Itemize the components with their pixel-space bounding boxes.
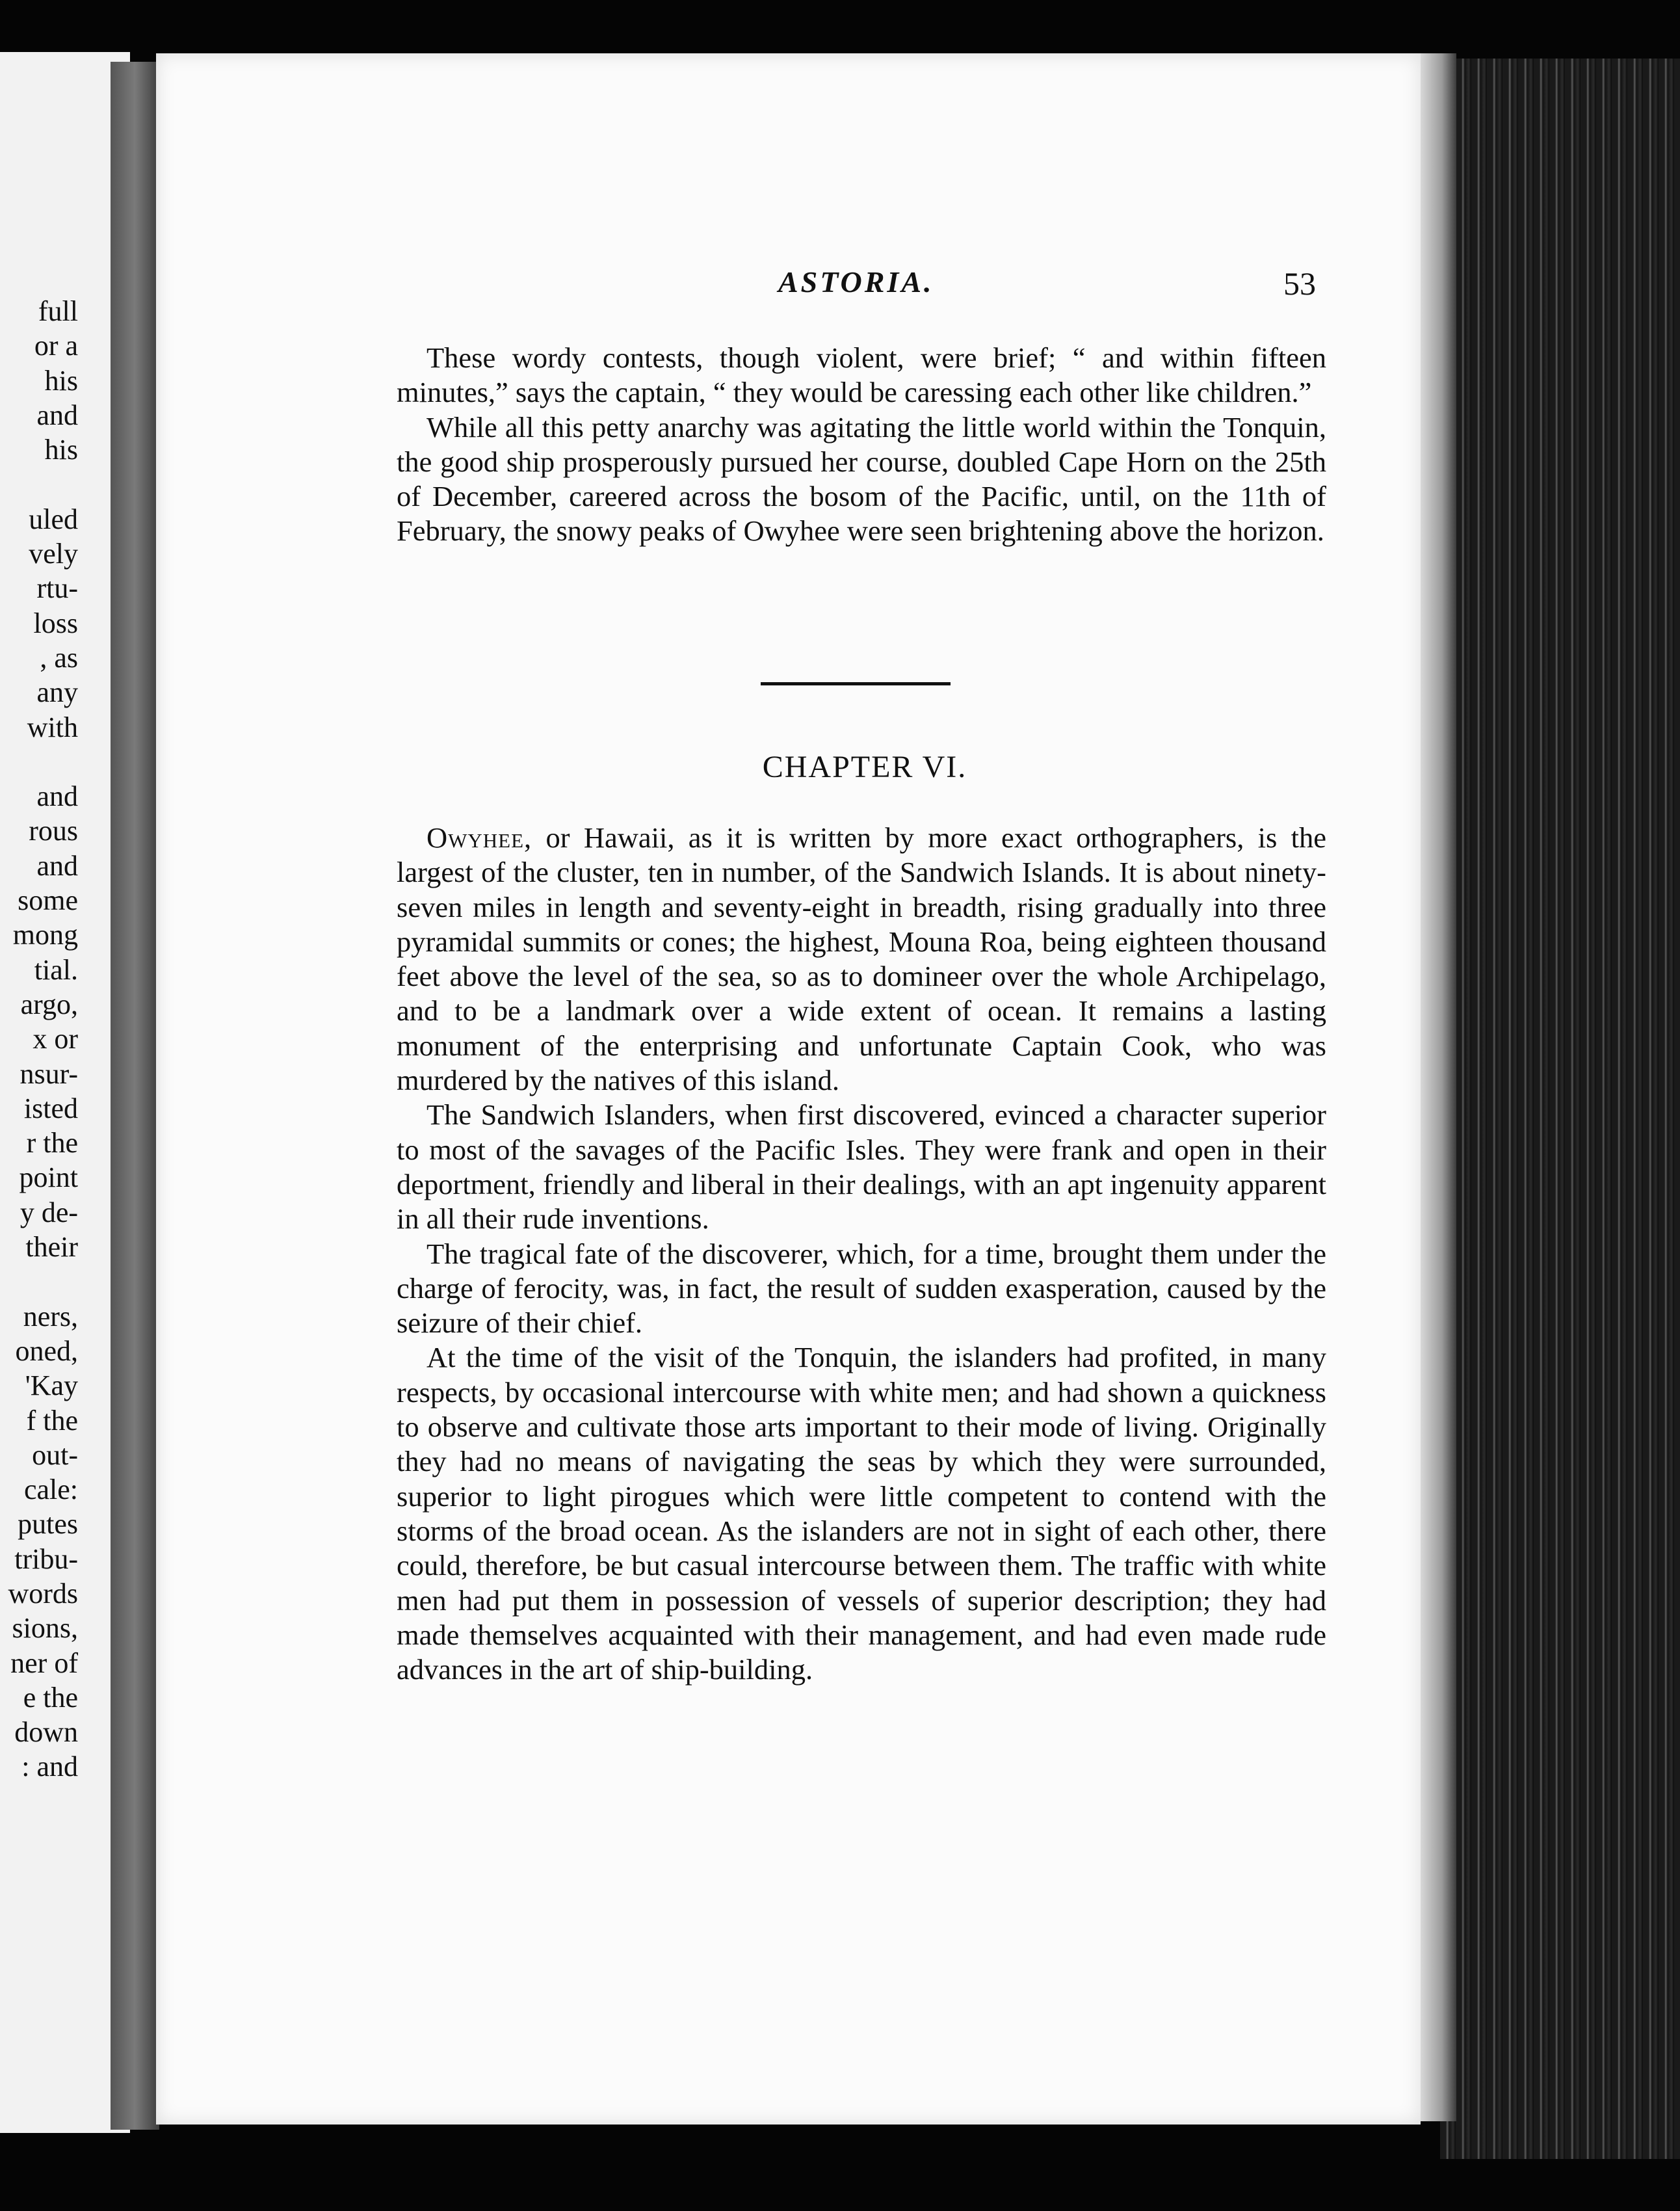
facing-page-line: his <box>44 434 78 466</box>
book-fore-edge <box>1440 59 1680 2159</box>
facing-page-line: 'Kay <box>25 1370 78 1402</box>
section-divider-rule <box>761 682 951 685</box>
facing-page-line: tribu- <box>14 1542 78 1575</box>
facing-page-line <box>8 745 78 779</box>
facing-page-line: tial. <box>34 953 78 986</box>
facing-page-line: down <box>14 1716 78 1749</box>
facing-page-line: uled <box>29 503 78 535</box>
facing-page-line: f the <box>26 1404 78 1436</box>
facing-page-line: and <box>36 399 78 431</box>
facing-page-line: isted <box>23 1092 78 1124</box>
book-page <box>156 53 1421 2125</box>
facing-page-line: putes <box>18 1508 78 1541</box>
paragraph: While all this petty anarchy was agitating the little world within the Tonquin, the good ship prosperously pursued her course, doubled Cape Horn on the 25th of December, careered across the bosom of the Pacific, until, on the 11th of February, the snowy peaks of Owyhee were seen brightening above the horizon. <box>397 410 1326 548</box>
page-header <box>156 265 1421 310</box>
page-edge-shadow <box>1421 53 1456 2121</box>
facing-page-line: rous <box>29 815 78 847</box>
facing-page-line: some <box>18 884 78 917</box>
facing-page-line: and <box>36 849 78 882</box>
book-gutter <box>111 62 159 2130</box>
facing-page-line: full <box>38 295 78 327</box>
paragraph-text: or Hawaii, as it is written by more exact orthographers, is the largest of the cluster, ten in number, of the Sandwich Islands. It is about ninety-seven miles in length and seventy-eight in breadth, rising gradually into three pyramidal summits or cones; the highest, Mouna Roa, being eighteen thousand feet above the level of the sea, so as to domineer over the whole Archipelago, and to be a landmark over a wide extent of ocean. It remains a lasting monument of the enterprising and unfortunate Captain Cook, who was murdered by the natives of this island. <box>397 821 1326 1097</box>
facing-page-line: : and <box>21 1751 78 1783</box>
facing-page-line: or a <box>34 330 78 362</box>
facing-page-line: point <box>19 1161 78 1194</box>
facing-page-line: x or <box>33 1023 78 1055</box>
facing-page-line: their <box>25 1231 78 1264</box>
facing-page-line: e the <box>23 1681 78 1714</box>
facing-page-line <box>8 467 78 501</box>
facing-page-line: vely <box>29 538 78 570</box>
facing-page-text <box>8 294 78 1784</box>
facing-page-line: y de- <box>20 1196 78 1228</box>
facing-page-line: nsur- <box>20 1057 78 1090</box>
paragraph: At the time of the visit of the Tonquin, the islanders had profited, in many respects, by occasional intercourse with white men; and had shown a quickness to observe and cultivate those arts important to their mode of living. Originally they had no means of navigating the seas by which they were surrounded, superior to light pirogues which were little competent to contend with the storms of the broad ocean. As the islanders are not in sight of each other, there could, therefore, be but casual intercourse between them. The traffic with white men had put them in possession of vessels of superior description; they had made themselves acquainted with their management, and had even made rude advances in the art of ship-building. <box>397 1341 1326 1686</box>
facing-page-line: r the <box>26 1127 78 1159</box>
chapter-heading: CHAPTER VI. <box>762 750 967 784</box>
facing-page-line: loss <box>33 607 78 639</box>
paragraph <box>397 821 1326 1098</box>
paragraph: These wordy contests, though violent, were brief; “ and within fifteen minutes,” says the captain, “ they would be caressing each other like children.” <box>397 341 1326 409</box>
facing-page-line: oned, <box>15 1334 78 1367</box>
facing-page-line <box>8 1264 78 1299</box>
paragraph: The Sandwich Islanders, when first discovered, evinced a character superior to most of the savages of the Pacific Isles. They were frank and open in their deportment, friendly and liberal in their dealings, with an apt ingenuity apparent in all their rude inventions. <box>397 1098 1326 1236</box>
running-title: ASTORIA. <box>778 265 934 298</box>
chapter-end-text <box>397 341 1326 549</box>
chapter-opening-word: Owyhee, <box>427 821 532 854</box>
facing-page-line: any <box>36 676 78 709</box>
chapter-text <box>397 821 1326 1687</box>
facing-page-line: ners, <box>23 1300 78 1332</box>
facing-page-line: and <box>36 780 78 813</box>
facing-page-line: sions, <box>12 1612 78 1645</box>
facing-page-line: his <box>44 364 78 397</box>
facing-page-line: with <box>27 711 78 743</box>
facing-page-line: out- <box>32 1438 78 1471</box>
facing-page-line: mong <box>12 919 78 951</box>
facing-page-line: argo, <box>20 988 78 1020</box>
facing-page-line: ner of <box>10 1647 78 1679</box>
facing-page-line: words <box>8 1577 78 1609</box>
facing-page-line: cale: <box>23 1474 78 1506</box>
facing-page-line: , as <box>40 641 78 674</box>
paragraph: The tragical fate of the discoverer, which, for a time, brought them under the charge of ferocity, was, in fact, the result of sudden exasperation, caused by the seizure of their chief. <box>397 1237 1326 1340</box>
facing-page-line: rtu- <box>36 572 78 605</box>
page-number: 53 <box>1283 265 1316 302</box>
